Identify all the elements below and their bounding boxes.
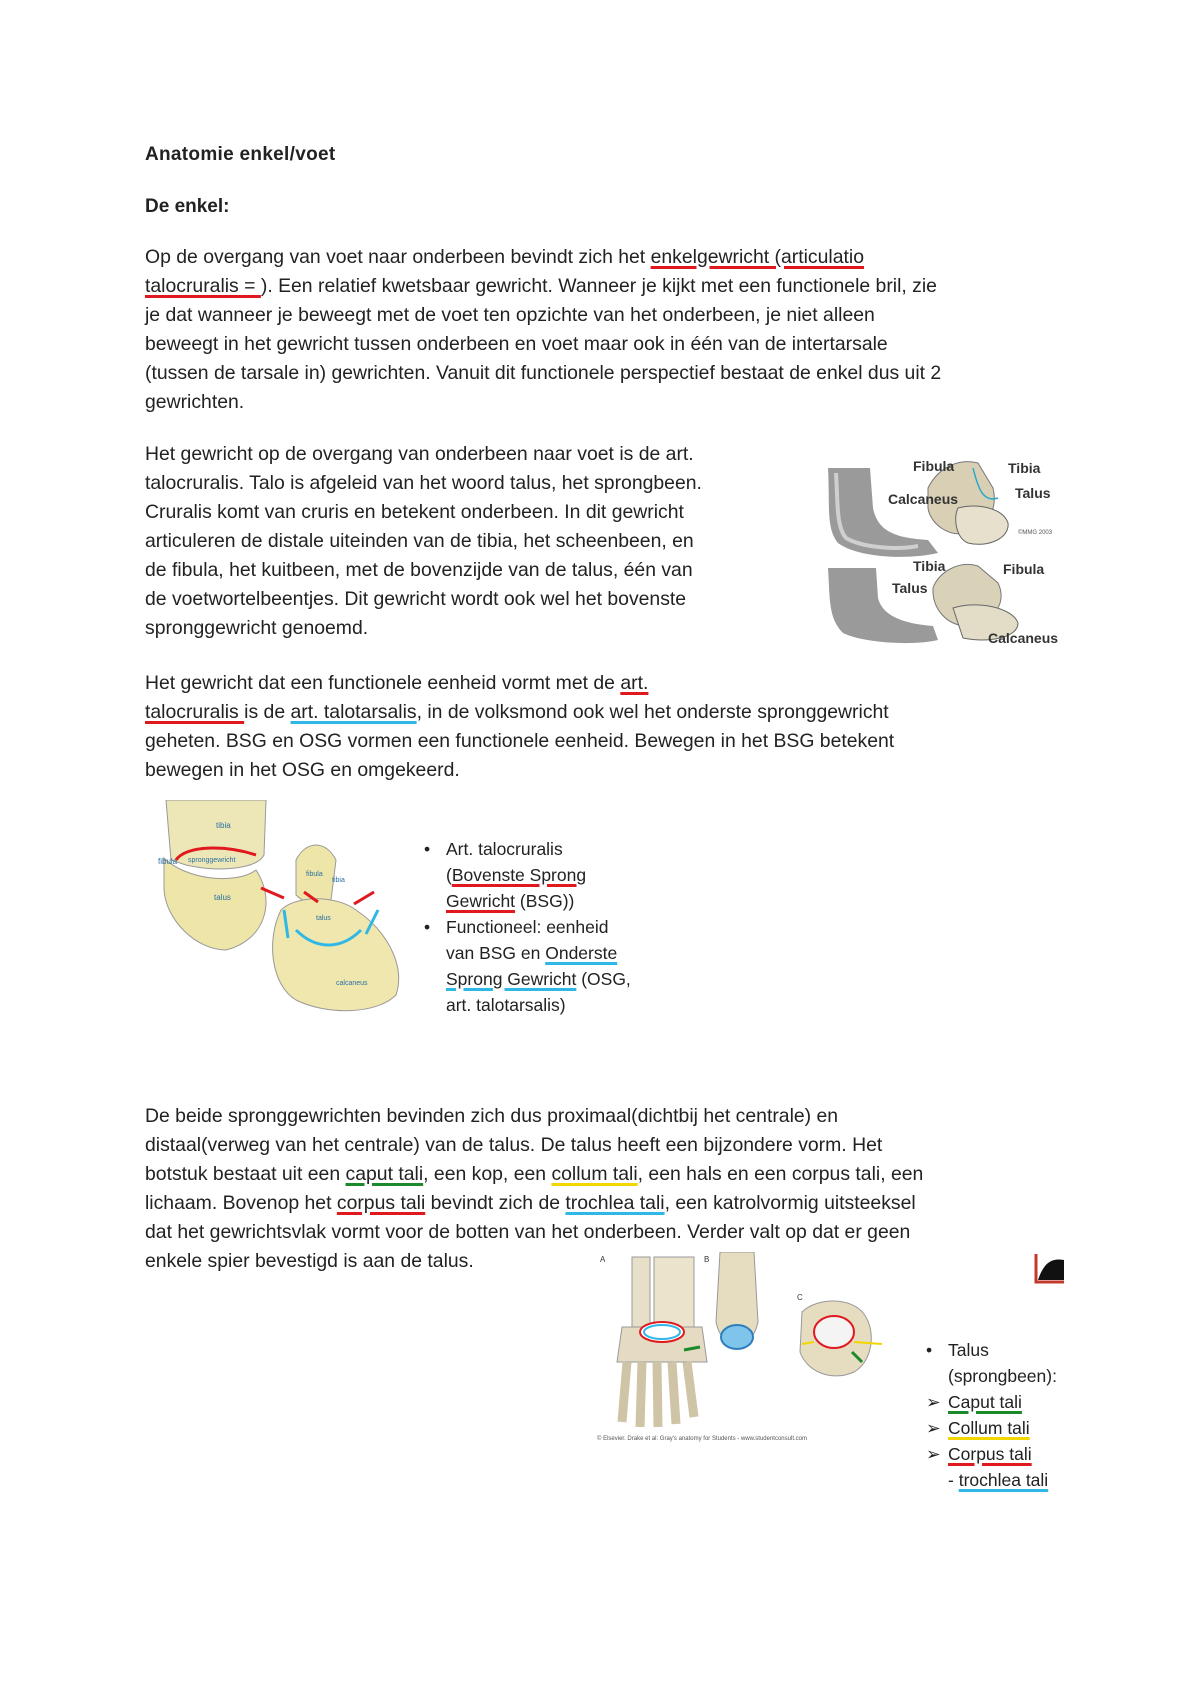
bullet-item bbox=[926, 1389, 1076, 1415]
p2-line: Cruralis komt van cruris en betekent onderbeen. In dit gewricht bbox=[145, 501, 684, 523]
bullet-line: art. talotarsalis) bbox=[446, 995, 566, 1015]
p3-line-1: Het gewricht dat een functionele eenheid vormt met de art. bbox=[145, 672, 649, 694]
p3-line-2: talocruralis is de art. talotarsalis, in de volksmond ook wel het onderste spronggewricht bbox=[145, 701, 889, 723]
p1-line-1: Op de overgang van voet naar onderbeen bevindt zich het enkelgewricht (articulatio bbox=[145, 246, 864, 268]
p1-line: je dat wanneer je beweegt met de voet ten opzichte van het onderbeen, je niet alleen bbox=[145, 304, 875, 326]
p1-line-2: talocruralis = ). Een relatief kwetsbaar gewricht. Wanneer je kijkt met een functionele bril, zie bbox=[145, 275, 937, 297]
metatarsals bbox=[622, 1362, 694, 1427]
gewricht-term: Gewricht bbox=[446, 891, 516, 911]
p4-line: lichaam. Bovenop het corpus tali bevindt zich de trochlea tali, een katrolvormig uitsteeksel bbox=[145, 1192, 916, 1214]
label-calcaneus-2: Calcaneus bbox=[988, 630, 1059, 646]
p4-line: distaal(verweg van het centrale) van de talus. De talus heeft een bijzondere vorm. Het bbox=[145, 1134, 883, 1156]
p2-line: de fibula, het kuitbeen, met de bovenzijde van de talus, één van bbox=[145, 559, 693, 581]
onderste-term: Onderste bbox=[545, 943, 618, 963]
p1-line: beweegt in het gewricht tussen onderbeen en voet maar ook in één van de intertarsale bbox=[145, 333, 888, 355]
label-talus-2: Talus bbox=[892, 580, 928, 596]
enkelgewricht-term: enkelgewricht (articulatio bbox=[650, 246, 864, 268]
label-talus: talus bbox=[214, 893, 231, 902]
p4-line: De beide spronggewrichten bevinden zich dus proximaal(dichtbij het centrale) en bbox=[145, 1105, 839, 1127]
bullet-line: van BSG en Onderste bbox=[446, 943, 618, 963]
bullet-line: (Bovenste Sprong bbox=[446, 865, 587, 885]
bullet-item: • Functioneel: eenheid bbox=[424, 914, 664, 940]
label-calcaneus-1: Calcaneus bbox=[888, 491, 959, 507]
p1-line: (tussen de tarsale in) gewrichten. Vanuit dit functionele perspectief bestaat de enkel dus uit 2 bbox=[145, 362, 942, 384]
arrow-bullet-icon: ➢ bbox=[926, 1444, 941, 1464]
figure-credit: © Elsevier. Drake et al: Gray's anatomy for Students - www.studentconsult.com bbox=[597, 1436, 807, 1442]
label-tibia-1: Tibia bbox=[1008, 460, 1041, 476]
document-title: Anatomie enkel/voet bbox=[145, 144, 336, 165]
bullet-dot: • bbox=[424, 839, 431, 859]
label-tibia-2: Tibia bbox=[913, 558, 946, 574]
bullet-item bbox=[926, 1415, 1076, 1441]
talotarsalis-term: art. talotarsalis bbox=[290, 701, 417, 723]
arrow-bullet-icon: ➢ bbox=[926, 1418, 941, 1438]
sprong-gewricht-term: Sprong Gewricht bbox=[446, 969, 577, 989]
label-fibula-2: Fibula bbox=[1003, 561, 1045, 577]
collum-tali-term: collum tali bbox=[551, 1163, 638, 1185]
bullet-line: Gewricht (BSG)) bbox=[446, 891, 575, 911]
label-talus-1: Talus bbox=[1015, 485, 1051, 501]
articular-surface-b bbox=[721, 1325, 753, 1349]
ankle-bones-figure bbox=[818, 448, 1068, 648]
paragraph-3 bbox=[145, 669, 1075, 785]
corner-mark-icon bbox=[1034, 1252, 1066, 1286]
bullet-dot: • bbox=[424, 917, 431, 937]
p2-line: spronggewricht genoemd. bbox=[145, 617, 369, 639]
bullet-item bbox=[926, 1441, 1076, 1467]
bullet-dot: • bbox=[926, 1340, 933, 1360]
tibia-shaft bbox=[654, 1257, 694, 1327]
panel-label-b: B bbox=[704, 1255, 710, 1264]
bullet-item: • Art. talocruralis bbox=[424, 836, 664, 862]
talocruralis-term: talocruralis = bbox=[145, 275, 261, 297]
p1-line: gewrichten. bbox=[145, 391, 245, 413]
talocruralis-term-2: talocruralis bbox=[145, 701, 245, 723]
p4-line: dat het gewrichtsvlak vormt voor de botten van het onderbeen. Verder valt op dat er geen bbox=[145, 1221, 911, 1243]
arrow-bullet-icon: ➢ bbox=[926, 1392, 941, 1412]
bullet-item: - trochlea tali bbox=[948, 1470, 1049, 1490]
p2-line: de voetwortelbeentjes. Dit gewricht wordt ook wel het bovenste bbox=[145, 588, 687, 610]
talus-body-outline bbox=[814, 1316, 854, 1348]
p3-line: geheten. BSG en OSG vormen een functionele eenheid. Bewegen in het BSG betekent bbox=[145, 730, 895, 752]
label-calcaneus: calcaneus bbox=[336, 980, 368, 987]
figure-credit: ©MMG 2003 bbox=[1018, 530, 1053, 536]
caput-tali-label: Caput tali bbox=[948, 1392, 1022, 1412]
p4-line: botstuk bestaat uit een caput tali, een kop, een collum tali, een hals en een corpus tali, een bbox=[145, 1163, 924, 1185]
corner-mark-fill bbox=[1038, 1260, 1064, 1280]
label-spronggewricht: spronggewricht bbox=[188, 857, 236, 864]
corpus-tali-label: Corpus tali bbox=[948, 1444, 1032, 1464]
label-tibia: tibia bbox=[216, 821, 231, 830]
fibula-shaft bbox=[632, 1257, 650, 1327]
bsg-osg-figure bbox=[156, 800, 416, 1020]
panel-label-c: C bbox=[797, 1293, 803, 1302]
talus-figure bbox=[592, 1252, 912, 1442]
label-fibula-2: fibula bbox=[306, 871, 323, 878]
collum-tali-label: Collum tali bbox=[948, 1418, 1030, 1438]
label-fibula: fibula bbox=[158, 857, 178, 866]
bullet-line: (sprongbeen): bbox=[948, 1366, 1057, 1386]
corpus-tali-term: corpus tali bbox=[336, 1192, 426, 1214]
p2-line: talocruralis. Talo is afgeleid van het woord talus, het sprongbeen. bbox=[145, 472, 702, 494]
trochlea-tali-label: trochlea tali bbox=[958, 1470, 1049, 1490]
paragraph-2 bbox=[145, 440, 805, 643]
bovenste-sprong-term: Bovenste Sprong bbox=[451, 865, 587, 885]
p2-line: Het gewricht op de overgang van onderbeen naar voet is de art. bbox=[145, 443, 694, 465]
section-heading: De enkel: bbox=[145, 196, 230, 217]
talus-bullet-list bbox=[926, 1337, 1076, 1493]
p2-line: articuleren de distale uiteinden van de tibia, het scheenbeen, en bbox=[145, 530, 694, 552]
foot-silhouette-upper bbox=[828, 468, 938, 557]
label-fibula-1: Fibula bbox=[913, 458, 955, 474]
paragraph-1 bbox=[145, 243, 1075, 417]
p3-line: bewegen in het OSG en omgekeerd. bbox=[145, 759, 460, 781]
p4-line: enkele spier bevestigd is aan de talus. bbox=[145, 1250, 474, 1272]
label-talus-2: talus bbox=[316, 915, 331, 922]
art-term: art. bbox=[620, 672, 649, 694]
bullet-item: • Talus bbox=[926, 1337, 1076, 1363]
paragraph-4 bbox=[145, 1102, 1075, 1276]
bullet-line: Sprong Gewricht (OSG, bbox=[446, 969, 631, 989]
label-tibia-2: tibia bbox=[332, 877, 345, 884]
bsg-bullet-list bbox=[424, 836, 664, 1018]
trochlea-tali-term: trochlea tali bbox=[565, 1192, 665, 1214]
calcaneus-upper bbox=[956, 506, 1008, 544]
caput-tali-term: caput tali bbox=[345, 1163, 424, 1185]
panel-label-a: A bbox=[600, 1255, 606, 1264]
